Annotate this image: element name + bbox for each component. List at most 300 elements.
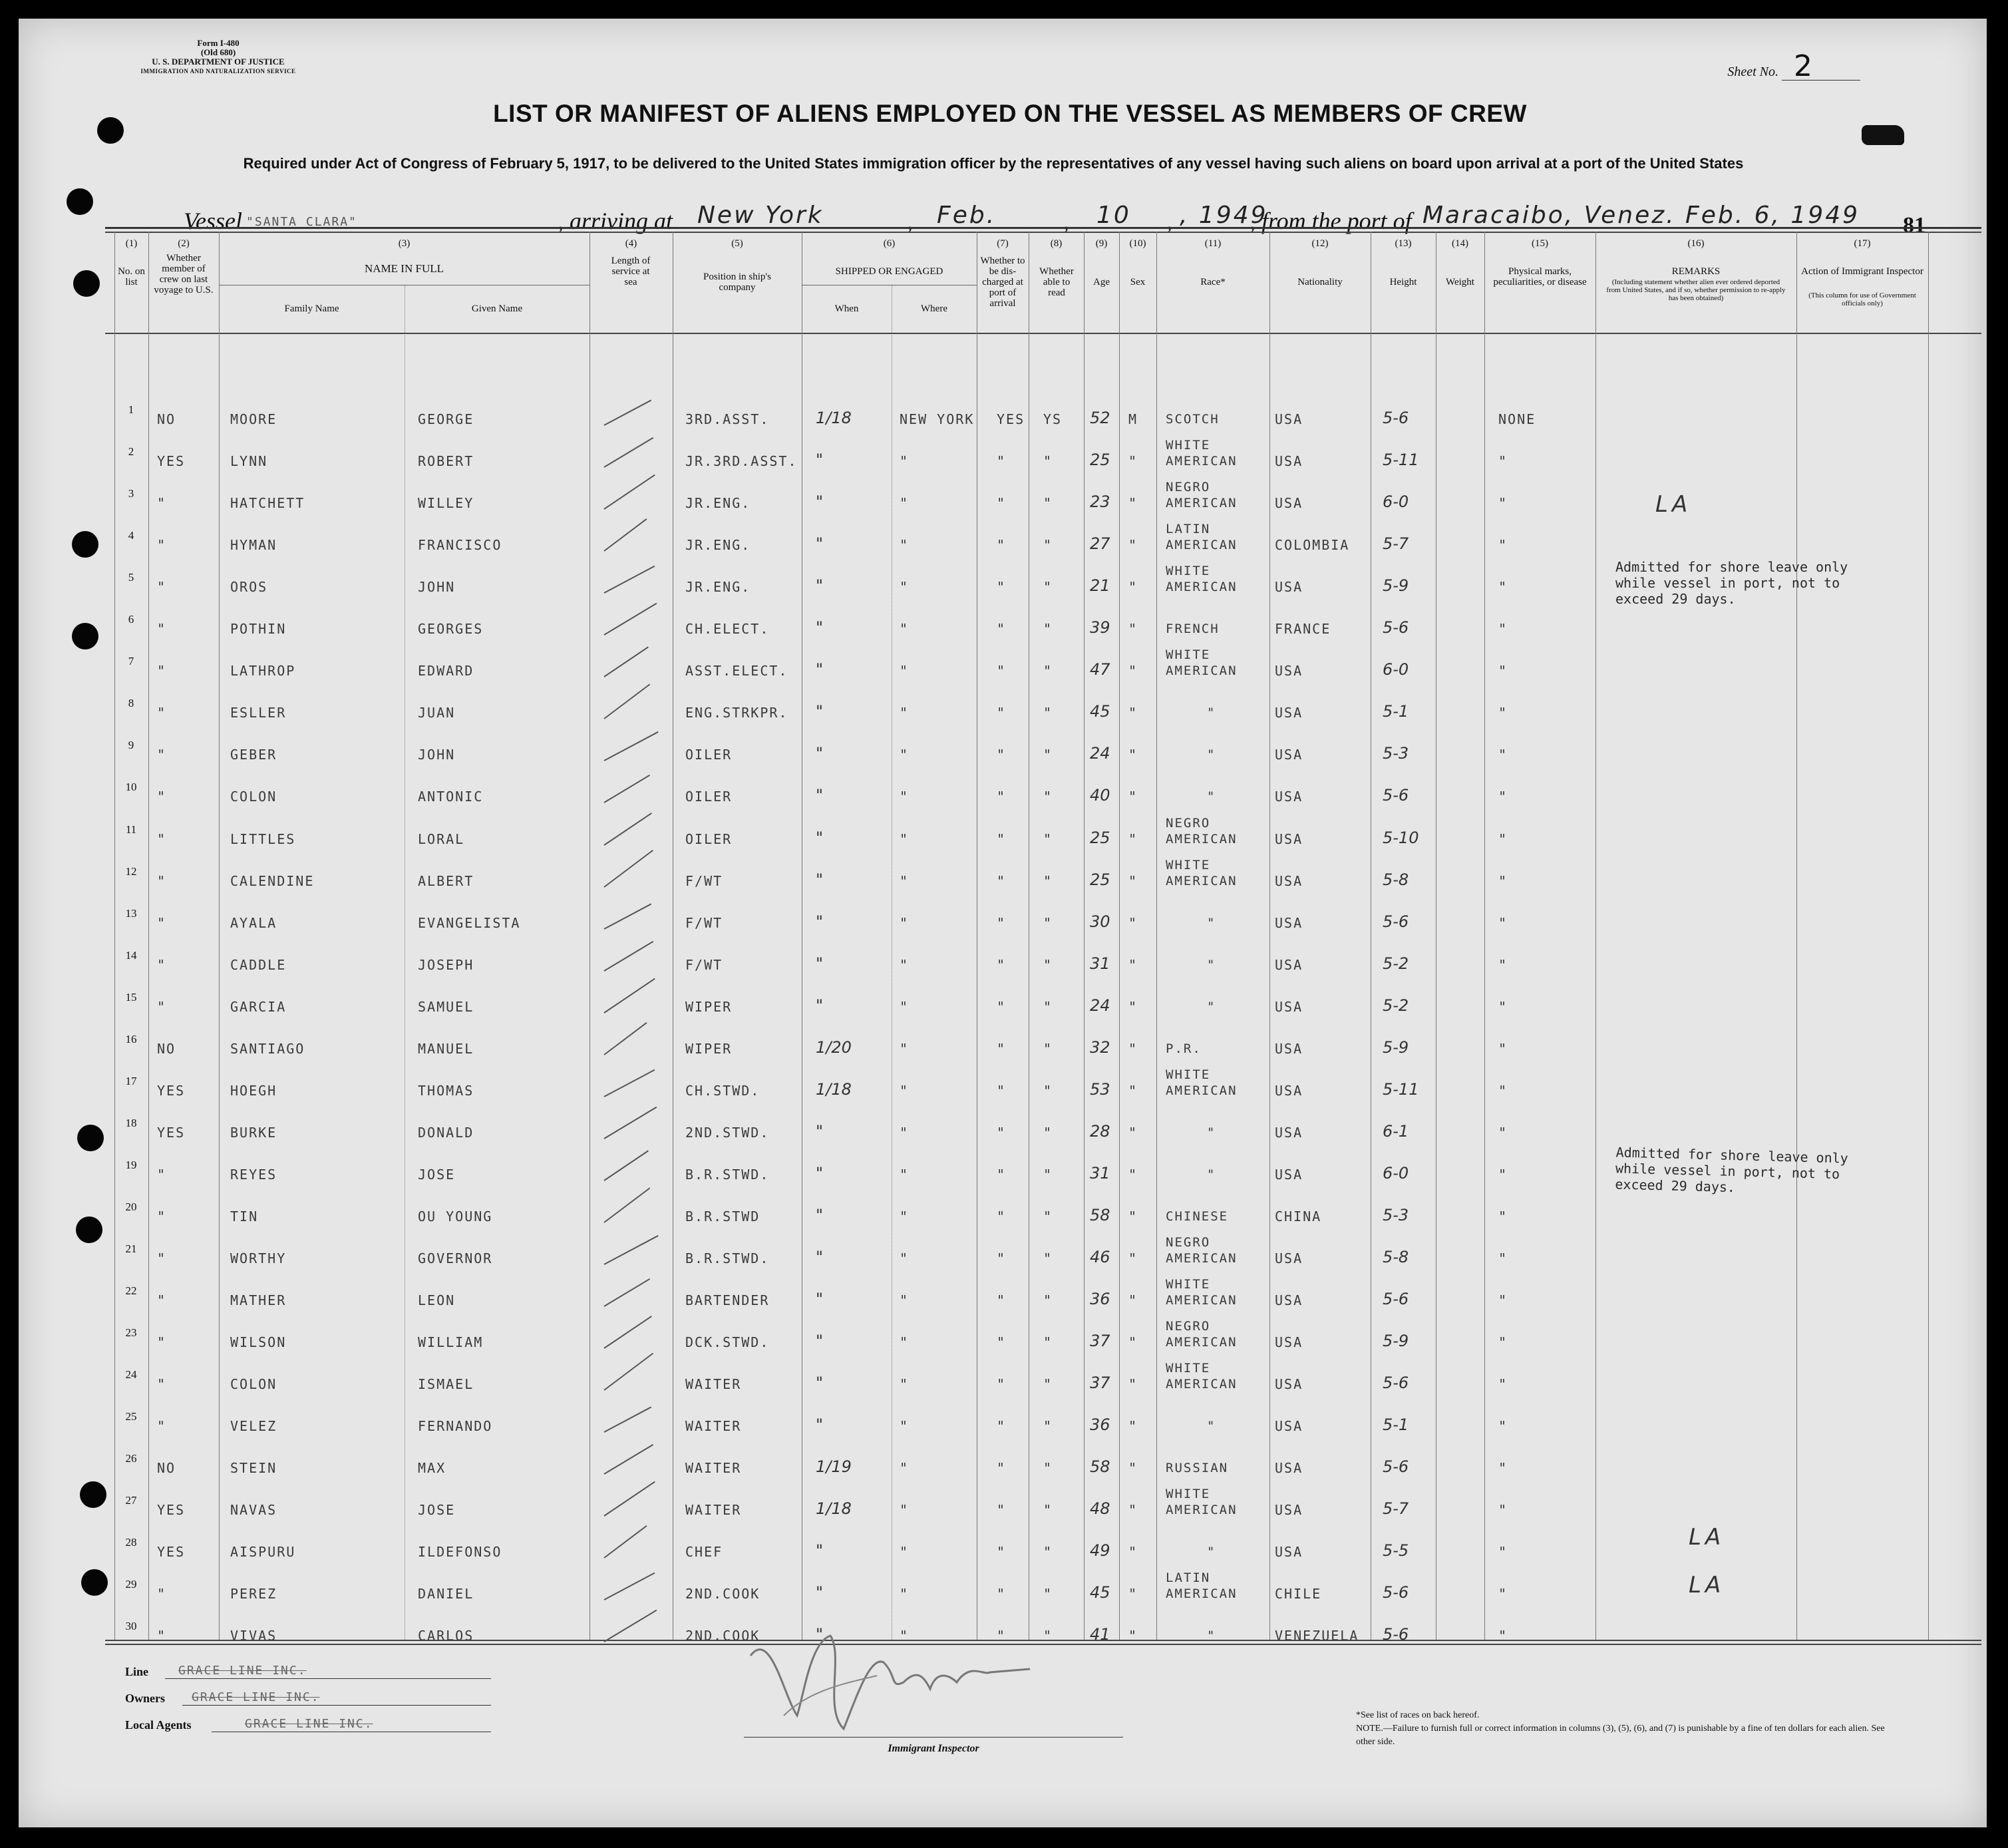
cell-height: 5-9 <box>1383 576 1409 595</box>
cell-discharged: " <box>997 705 1007 721</box>
race-line: AMERICAN <box>1166 1335 1238 1350</box>
cell-shipped-where: " <box>900 453 910 469</box>
cell-given-name: EDWARD <box>418 663 474 679</box>
vessel-line <box>152 202 1961 239</box>
remark-la: LA <box>1689 1572 1725 1598</box>
col-header-where: Where <box>921 303 947 314</box>
remark-shore-leave: Admitted for shore leave only while vessel in port, not to exceed 29 days. <box>1615 559 1848 607</box>
cell-shipped-where: " <box>900 1083 910 1099</box>
cell-race <box>1207 1628 1216 1644</box>
cell-age: 48 <box>1090 1499 1110 1518</box>
race-line: RUSSIAN <box>1166 1461 1229 1475</box>
race-line: " <box>1207 789 1216 804</box>
cell-given-name: FRANCISCO <box>418 537 502 553</box>
col-header-nationality: Nationality <box>1297 277 1343 287</box>
arrival-month: Feb. <box>937 202 997 229</box>
cell-age: 32 <box>1090 1038 1110 1057</box>
cell-family-name: REYES <box>230 1167 277 1183</box>
punch-hole <box>81 1569 108 1596</box>
cell-given-name: THOMAS <box>418 1083 474 1099</box>
row-number: 17 <box>125 1075 137 1087</box>
cell-shipped-when: 1/19 <box>816 1457 852 1476</box>
cell-physical-marks: " <box>1498 1544 1508 1560</box>
cell-discharged: " <box>997 621 1007 637</box>
col-header-shipped: SHIPPED OR ENGAGED <box>835 266 943 277</box>
cell-position: 3RD.ASST. <box>685 411 770 427</box>
cell-shipped-when: 1/20 <box>816 1038 852 1057</box>
cell-height: 5-6 <box>1383 912 1409 931</box>
cell-position: F/WT <box>685 873 723 889</box>
cell-sex: " <box>1128 1041 1138 1057</box>
cell-height: 5-8 <box>1383 1248 1409 1266</box>
punch-hole <box>73 270 100 297</box>
cell-able-to-read: " <box>1043 579 1053 595</box>
cell-height: 5-8 <box>1383 870 1409 889</box>
cell-nationality: USA <box>1275 915 1303 931</box>
cell-able-to-read: " <box>1043 1418 1053 1434</box>
vessel-name: "SANTA CLARA" <box>246 215 357 229</box>
cell-nationality: USA <box>1275 1125 1303 1141</box>
col-divider <box>1484 232 1485 1640</box>
cell-shipped-when: " <box>816 1374 824 1392</box>
cell-height: 5-11 <box>1383 451 1419 469</box>
cell-race <box>1166 521 1238 553</box>
cell-sex: " <box>1128 1628 1138 1644</box>
race-line: " <box>1207 1419 1216 1433</box>
cell-discharged: " <box>997 663 1007 679</box>
service-length-mark <box>603 474 655 510</box>
cell-given-name: OU YOUNG <box>418 1208 493 1224</box>
cell-race <box>1166 1460 1228 1476</box>
cell-age: 47 <box>1090 660 1110 679</box>
cell-given-name: JOSEPH <box>418 957 474 973</box>
cell-shipped-when: 1/18 <box>816 409 852 427</box>
cell-race <box>1166 479 1238 511</box>
cell-race <box>1166 1234 1238 1266</box>
cell-physical-marks: " <box>1498 1334 1508 1350</box>
race-line: LATIN <box>1166 522 1211 536</box>
cell-family-name: BURKE <box>230 1125 277 1141</box>
race-line: AMERICAN <box>1166 1251 1238 1266</box>
cell-discharged: " <box>997 915 1007 931</box>
cell-sex: M <box>1128 411 1138 427</box>
cell-age: 40 <box>1090 786 1110 805</box>
cell-shipped-where: " <box>900 999 910 1015</box>
cell-sex: " <box>1128 873 1138 889</box>
cell-able-to-read: " <box>1043 789 1053 805</box>
cell-shipped-where: " <box>900 747 910 763</box>
row-number: 28 <box>125 1536 137 1549</box>
cell-last-voyage: " <box>157 1250 167 1266</box>
cell-nationality: USA <box>1275 1250 1303 1266</box>
service-length-mark <box>604 904 652 930</box>
form-old-number: (Old 680) <box>200 47 236 57</box>
service-length-mark <box>604 1069 655 1097</box>
cell-shipped-when: " <box>816 912 824 931</box>
cell-last-voyage: YES <box>157 1502 186 1518</box>
col-divider <box>1084 232 1085 1640</box>
col-num: (5) <box>731 238 743 249</box>
cell-discharged: " <box>997 1418 1007 1434</box>
arrival-year: , 1949 <box>1180 202 1268 229</box>
row-number: 29 <box>125 1578 137 1590</box>
row-number: 22 <box>125 1284 137 1297</box>
race-line: LATIN <box>1166 1571 1211 1585</box>
cell-height: 5-6 <box>1383 1583 1409 1602</box>
page-number: 81 <box>1903 213 1925 238</box>
cell-shipped-where: " <box>900 1418 910 1434</box>
cell-family-name: CALENDINE <box>230 873 315 889</box>
cell-nationality: USA <box>1275 1460 1303 1476</box>
month-sep: , <box>907 208 913 234</box>
race-line: AMERICAN <box>1166 1503 1238 1517</box>
cell-height: 5-1 <box>1383 702 1409 721</box>
col-divider <box>1119 232 1120 1640</box>
cell-family-name: VIVAS <box>230 1628 277 1644</box>
cell-able-to-read: " <box>1043 1544 1053 1560</box>
cell-height: 5-6 <box>1383 618 1409 637</box>
cell-last-voyage: YES <box>157 1544 186 1560</box>
cell-sex: " <box>1128 957 1138 973</box>
cell-shipped-when: 1/18 <box>816 1080 852 1099</box>
cell-shipped-when: " <box>816 1290 824 1308</box>
cell-discharged: " <box>997 1376 1007 1392</box>
cell-physical-marks: " <box>1498 537 1508 553</box>
cell-race <box>1207 999 1216 1015</box>
cell-age: 25 <box>1090 451 1110 469</box>
row-number: 27 <box>125 1494 137 1507</box>
col-header-sex: Sex <box>1130 277 1146 287</box>
col-divider <box>114 232 115 1640</box>
service-length-mark <box>603 1316 651 1349</box>
cell-able-to-read: " <box>1043 999 1053 1015</box>
race-line: WHITE <box>1166 438 1211 453</box>
cell-physical-marks: " <box>1498 1208 1508 1224</box>
cell-shipped-when: 1/18 <box>816 1499 852 1518</box>
cell-age: 58 <box>1090 1206 1110 1224</box>
cell-age: 25 <box>1090 829 1110 847</box>
inspector-signature <box>744 1616 1037 1736</box>
cell-race <box>1166 563 1238 595</box>
cell-race <box>1166 437 1238 469</box>
punch-hole <box>77 1125 104 1151</box>
col-header-action: Action of Immigrant Inspector <box>1801 266 1924 277</box>
line-value: GRACE LINE INC. <box>178 1664 307 1678</box>
page-title: LIST OR MANIFEST OF ALIENS EMPLOYED ON THE VESSEL AS MEMBERS OF CREW <box>493 100 1527 127</box>
cell-shipped-where: NEW YORK <box>900 411 975 427</box>
cell-shipped-where: " <box>900 1376 910 1392</box>
cell-shipped-when: " <box>816 702 824 721</box>
cell-family-name: ESLLER <box>230 705 287 721</box>
cell-discharged: " <box>997 1544 1007 1560</box>
cell-able-to-read: " <box>1043 1292 1053 1308</box>
cell-position: CH.ELECT. <box>685 621 770 637</box>
cell-able-to-read: YS <box>1043 411 1063 427</box>
cell-height: 5-11 <box>1383 1080 1419 1099</box>
cell-height: 5-1 <box>1383 1415 1409 1434</box>
cell-shipped-where: " <box>900 1460 910 1476</box>
col-header-physical: Physical marks, peculiarities, or disease <box>1493 266 1587 287</box>
cell-last-voyage: " <box>157 1292 167 1308</box>
cell-nationality: USA <box>1275 579 1303 595</box>
row-number: 7 <box>128 655 134 667</box>
cell-race <box>1207 1418 1216 1434</box>
cell-position: WAITER <box>685 1502 742 1518</box>
service-length-mark <box>603 518 647 552</box>
cell-last-voyage: YES <box>157 1083 186 1099</box>
cell-last-voyage: YES <box>157 453 186 469</box>
cell-position: B.R.STWD. <box>685 1167 770 1183</box>
race-line: SCOTCH <box>1166 412 1220 427</box>
cell-discharged: " <box>997 1083 1007 1099</box>
cell-height: 6-0 <box>1383 660 1409 679</box>
col-num: (10) <box>1129 238 1146 249</box>
cell-physical-marks: " <box>1498 1292 1508 1308</box>
cell-shipped-when: " <box>816 1248 824 1266</box>
service-length-mark <box>603 1610 657 1642</box>
cell-position: CHEF <box>685 1544 723 1560</box>
cell-sex: " <box>1128 1460 1138 1476</box>
race-line: NEGRO <box>1166 480 1211 494</box>
cell-able-to-read: " <box>1043 537 1053 553</box>
cell-nationality: USA <box>1275 789 1303 805</box>
punch-hole <box>97 117 124 144</box>
race-line: AMERICAN <box>1166 580 1238 594</box>
cell-height: 5-6 <box>1383 786 1409 805</box>
cell-shipped-where: " <box>900 789 910 805</box>
cell-sex: " <box>1128 747 1138 763</box>
cell-able-to-read: " <box>1043 957 1053 973</box>
col-num: (6) <box>883 238 896 249</box>
cell-shipped-where: " <box>900 1167 910 1183</box>
page-subtitle: Required under Act of Congress of February 5, 1917, to be delivered to the United States immigration officer by the representatives of any vessel having such aliens on board upon arrival at a port of the United States <box>243 155 1744 172</box>
cell-discharged: YES <box>997 411 1025 427</box>
cell-able-to-read: " <box>1043 705 1053 721</box>
cell-nationality: FRANCE <box>1275 621 1331 637</box>
cell-family-name: POTHIN <box>230 621 287 637</box>
cell-family-name: COLON <box>230 789 277 805</box>
cell-family-name: GARCIA <box>230 999 287 1015</box>
cell-position: JR.ENG. <box>685 537 751 553</box>
cell-able-to-read: " <box>1043 1376 1053 1392</box>
cell-nationality: USA <box>1275 705 1303 721</box>
cell-shipped-where: " <box>900 1544 910 1560</box>
cell-family-name: PEREZ <box>230 1586 277 1602</box>
cell-physical-marks: " <box>1498 1628 1508 1644</box>
col-num: (13) <box>1395 238 1412 249</box>
cell-position: WAITER <box>685 1460 742 1476</box>
col-num: (4) <box>625 238 637 249</box>
col-header-read: Whether able to read <box>1039 266 1074 298</box>
cell-given-name: GEORGES <box>418 621 484 637</box>
cell-sex: " <box>1128 999 1138 1015</box>
cell-position: B.R.STWD <box>685 1208 760 1224</box>
cell-family-name: LITTLES <box>230 831 296 847</box>
cell-physical-marks: " <box>1498 663 1508 679</box>
cell-sex: " <box>1128 1208 1138 1224</box>
cell-discharged: " <box>997 537 1007 553</box>
cell-able-to-read: " <box>1043 663 1053 679</box>
cell-nationality: USA <box>1275 957 1303 973</box>
cell-able-to-read: " <box>1043 1041 1053 1057</box>
cell-shipped-where: " <box>900 1292 910 1308</box>
cell-race <box>1207 1167 1216 1183</box>
cell-shipped-when: " <box>816 1332 824 1350</box>
row-number: 14 <box>125 949 137 962</box>
service-length-mark <box>603 1107 657 1139</box>
row-number: 10 <box>125 781 137 793</box>
cell-height: 5-7 <box>1383 534 1409 553</box>
cell-given-name: CARLOS <box>418 1628 474 1644</box>
cell-sex: " <box>1128 915 1138 931</box>
cell-given-name: MAX <box>418 1460 446 1476</box>
cell-shipped-when: " <box>816 744 824 763</box>
row-number: 18 <box>125 1117 137 1129</box>
cell-discharged: " <box>997 579 1007 595</box>
cell-shipped-when: " <box>816 492 824 511</box>
agents-value: GRACE LINE INC. <box>245 1717 373 1731</box>
col-num: (17) <box>1854 238 1871 249</box>
cell-shipped-when: " <box>816 786 824 805</box>
cell-last-voyage: NO <box>157 411 176 427</box>
cell-sex: " <box>1128 789 1138 805</box>
cell-age: 37 <box>1090 1332 1110 1350</box>
owners-label: Owners <box>125 1692 165 1705</box>
cell-sex: " <box>1128 1167 1138 1183</box>
remark-la: LA <box>1689 1524 1725 1551</box>
col-num: (7) <box>997 238 1009 249</box>
row-number: 25 <box>125 1410 137 1423</box>
cell-physical-marks: " <box>1498 1376 1508 1392</box>
cell-physical-marks: " <box>1498 1460 1508 1476</box>
cell-race <box>1207 789 1216 805</box>
agents-label: Local Agents <box>125 1718 192 1732</box>
cell-last-voyage: " <box>157 537 167 553</box>
cell-family-name: MATHER <box>230 1292 287 1308</box>
row-number: 13 <box>125 907 137 920</box>
row-number: 11 <box>125 823 137 836</box>
service-length-mark <box>603 1150 648 1181</box>
cell-family-name: STEIN <box>230 1460 277 1476</box>
cell-position: WIPER <box>685 1041 733 1057</box>
col-num: (3) <box>398 238 411 249</box>
cell-physical-marks: NONE <box>1498 411 1536 427</box>
service-length-mark <box>603 1525 647 1559</box>
row-number: 23 <box>125 1326 137 1339</box>
service-length-mark <box>603 775 650 803</box>
cell-race <box>1207 1125 1216 1141</box>
cell-shipped-where: " <box>900 1502 910 1518</box>
cell-nationality: USA <box>1275 495 1303 511</box>
service-length-mark <box>603 1353 653 1391</box>
cell-shipped-where: " <box>900 537 910 553</box>
cell-nationality: USA <box>1275 1376 1303 1392</box>
cell-position: OILER <box>685 747 733 763</box>
cell-physical-marks: " <box>1498 789 1508 805</box>
col-divider <box>1796 232 1797 1640</box>
cell-height: 6-0 <box>1383 1164 1409 1183</box>
cell-height: 5-6 <box>1383 1290 1409 1308</box>
cell-position: ASST.ELECT. <box>685 663 788 679</box>
cell-family-name: HOEGH <box>230 1083 277 1099</box>
cell-nationality: USA <box>1275 1167 1303 1183</box>
row-number: 15 <box>125 991 137 1004</box>
race-line: P.R. <box>1166 1041 1202 1056</box>
row-number: 20 <box>125 1201 137 1213</box>
race-line: CHINESE <box>1166 1209 1229 1224</box>
cell-able-to-read: " <box>1043 1586 1053 1602</box>
cell-family-name: GEBER <box>230 747 277 763</box>
cell-position: WIPER <box>685 999 733 1015</box>
cell-race <box>1166 1067 1238 1099</box>
cell-shipped-when: " <box>816 1625 824 1644</box>
race-line: " <box>1207 1628 1216 1643</box>
cell-shipped-when: " <box>816 618 824 637</box>
col-header-given-name: Given Name <box>471 303 523 314</box>
cell-race <box>1207 747 1216 763</box>
row-number: 6 <box>128 613 134 626</box>
cell-shipped-where: " <box>900 621 910 637</box>
cell-last-voyage: " <box>157 915 167 931</box>
cell-position: WAITER <box>685 1418 742 1434</box>
owners-underline <box>182 1705 491 1706</box>
cell-age: 45 <box>1090 1583 1110 1602</box>
cell-shipped-where: " <box>900 915 910 931</box>
service-name: IMMIGRATION AND NATURALIZATION SERVICE <box>140 68 296 75</box>
col-header-height: Height <box>1389 277 1417 287</box>
arrival-day: 10 <box>1096 202 1131 229</box>
cell-height: 5-10 <box>1383 829 1419 847</box>
cell-shipped-when: " <box>816 1541 824 1560</box>
cell-shipped-when: " <box>816 534 824 553</box>
cell-height: 5-2 <box>1383 954 1409 973</box>
punch-hole <box>80 1481 106 1508</box>
col-header-name: NAME IN FULL <box>365 262 444 275</box>
from-label: , from the port of <box>1250 208 1412 234</box>
cell-family-name: WORTHY <box>230 1250 287 1266</box>
cell-able-to-read: " <box>1043 1208 1053 1224</box>
cell-height: 5-6 <box>1383 1625 1409 1644</box>
cell-sex: " <box>1128 537 1138 553</box>
cell-given-name: FERNANDO <box>418 1418 493 1434</box>
cell-race <box>1166 1570 1238 1602</box>
cell-sex: " <box>1128 663 1138 679</box>
cell-shipped-when: " <box>816 996 824 1015</box>
cell-last-voyage: " <box>157 1586 167 1602</box>
cell-able-to-read: " <box>1043 747 1053 763</box>
cell-given-name: ILDEFONSO <box>418 1544 502 1560</box>
cell-nationality: USA <box>1275 1334 1303 1350</box>
cell-last-voyage: " <box>157 1628 167 1644</box>
header-bottom-rule <box>105 333 1981 334</box>
cell-last-voyage: " <box>157 705 167 721</box>
cell-age: 46 <box>1090 1248 1110 1266</box>
cell-height: 5-3 <box>1383 744 1409 763</box>
race-line: WHITE <box>1166 564 1211 578</box>
cell-last-voyage: NO <box>157 1041 176 1057</box>
cell-family-name: OROS <box>230 579 268 595</box>
race-line: AMERICAN <box>1166 496 1238 510</box>
cell-sex: " <box>1128 495 1138 511</box>
cell-age: 36 <box>1090 1415 1110 1434</box>
ink-blot <box>1862 125 1904 145</box>
cell-given-name: ROBERT <box>418 453 474 469</box>
race-line: AMERICAN <box>1166 1083 1238 1098</box>
cell-last-voyage: " <box>157 789 167 805</box>
cell-age: 58 <box>1090 1457 1110 1476</box>
cell-given-name: JUAN <box>418 705 456 721</box>
race-line: AMERICAN <box>1166 454 1238 468</box>
